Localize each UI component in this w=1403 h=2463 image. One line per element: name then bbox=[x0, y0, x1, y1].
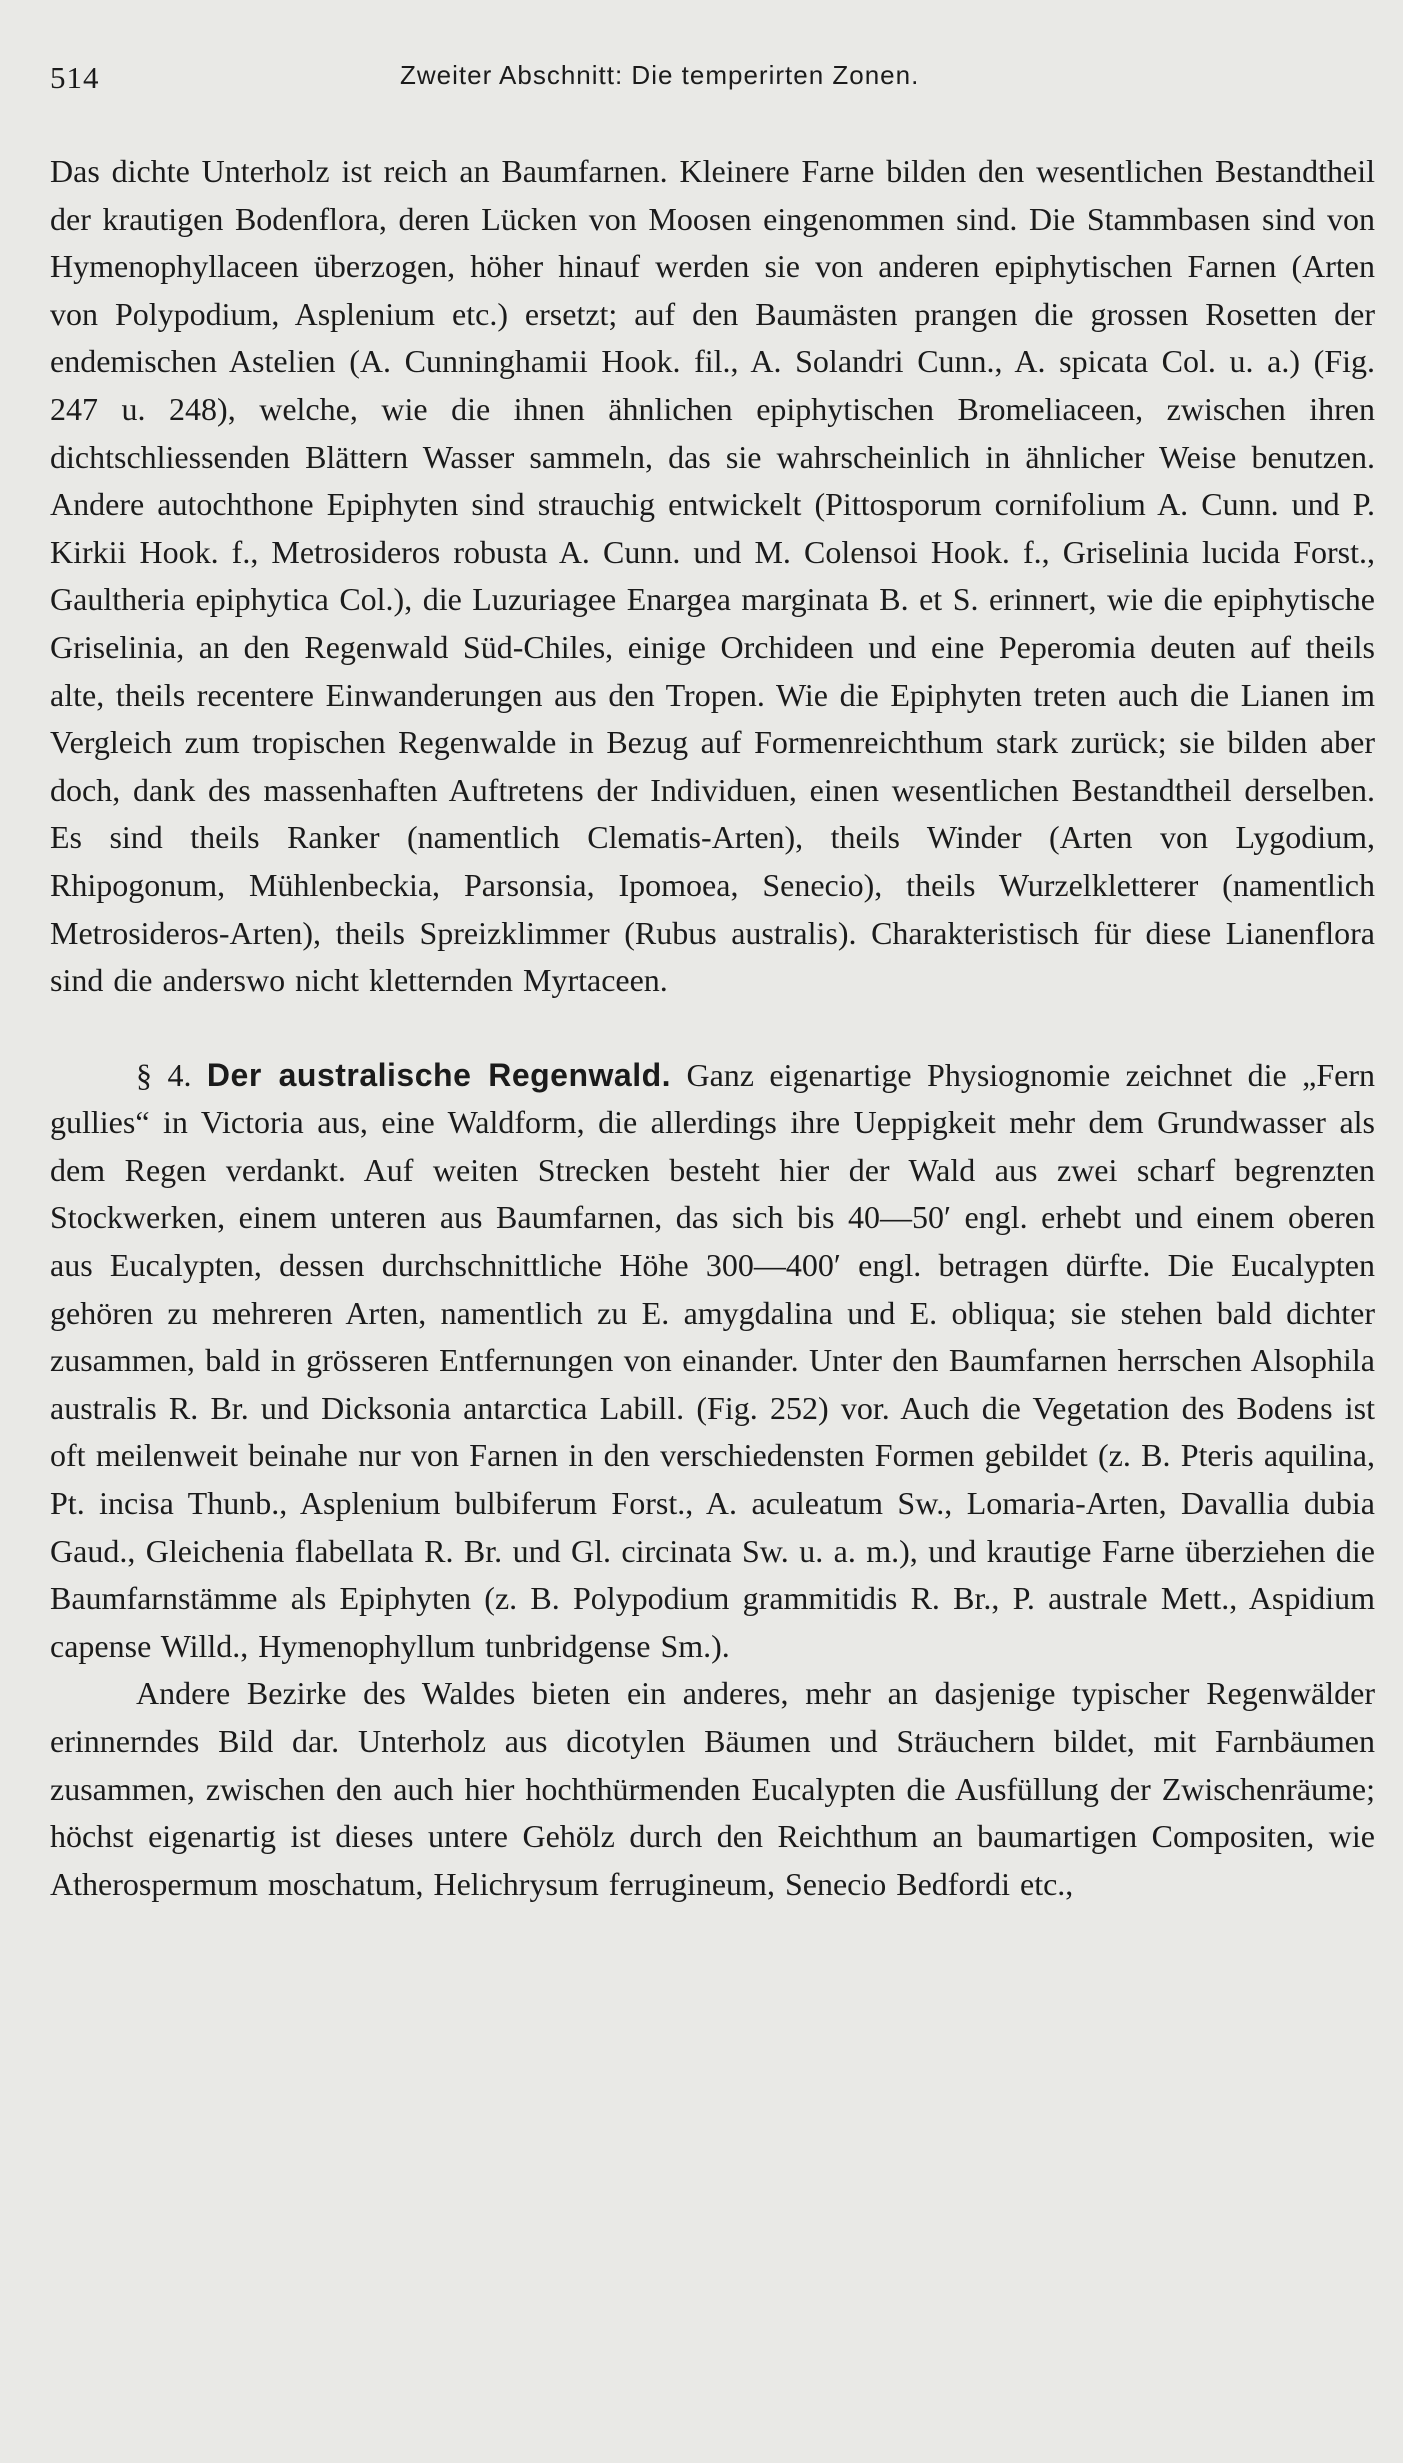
paragraph-unterholz: Das dichte Unterholz ist reich an Baumfarnen. Kleinere Farne bilden den wesentlichen Bestandtheil der krautigen Bodenflora, deren Lücken von Moosen eingenommen sind. Die Stammbasen sind von Hymenophyllaceen überzogen, höher hinauf werden sie von anderen epiphytischen Farnen (Arten von Polypodium, Asplenium etc.) ersetzt; auf den Baumästen prangen die grossen Rosetten der endemischen Astelien (A. Cunninghamii Hook. fil., A. Solandri Cunn., A. spicata Col. u. a.) (Fig. 247 u. 248), welche, wie die ihnen ähnlichen epiphytischen Bromeliaceen, zwischen ihren dichtschliessenden Blättern Wasser sammeln, das sie wahrscheinlich in ähnlicher Weise benutzen. Andere autochthone Epiphyten sind strauchig entwickelt (Pittosporum cornifolium A. Cunn. und P. Kirkii Hook. f., Metrosideros robusta A. Cunn. und M. Colensoi Hook. f., Griselinia lucida Forst., Gaultheria epiphytica Col.), die Luzuriagee Enargea marginata B. et S. erinnert, wie die epiphytische Griselinia, an den Regenwald Süd-Chiles, einige Orchideen und eine Peperomia deuten auf theils alte, theils recentere Einwanderungen aus den Tropen. Wie die Epiphyten treten auch die Lianen im Vergleich zum tropischen Regenwalde in Bezug auf Formenreichthum stark zurück; sie bilden aber doch, dank des massenhaften Auftretens der Individuen, einen wesentlichen Bestandtheil derselben. Es sind theils Ranker (namentlich Clematis-Arten), theils Winder (Arten von Lygodium, Rhipogonum, Mühlenbeckia, Parsonsia, Ipomoea, Senecio), theils Wurzelkletterer (namentlich Metrosideros-Arten), theils Spreizklimmer (Rubus australis). Charakteristisch für diese Lianenflora sind die anderswo nicht kletternden Myrtaceen. bbox=[50, 153, 1375, 999]
section-number: § 4. bbox=[136, 1056, 192, 1093]
page-header bbox=[50, 52, 1375, 112]
page-number: 514 bbox=[50, 60, 100, 95]
section-heading: Der australische Regenwald. bbox=[206, 1056, 672, 1093]
paragraph-andere-bezirke: Andere Bezirke des Waldes bieten ein anderes, mehr an dasjenige typischer Regenwälder erinnerndes Bild dar. Unterholz aus dicotylen Bäumen und Sträuchern bildet, mit Farnbäumen zusammen, zwischen den auch hier hochthürmenden Eucalypten die Ausfüllung der Zwischenräume; höchst eigenartig ist dieses untere Gehölz durch den Reichthum an baumartigen Compositen, wie Atherospermum moschatum, Helichrysum ferrugineum, Senecio Bedfordi etc., bbox=[50, 1675, 1375, 1902]
body-text bbox=[50, 148, 1375, 1908]
running-title: Zweiter Abschnitt: Die temperirten Zonen. bbox=[400, 60, 920, 90]
section-4-text: Ganz eigenartige Physiognomie zeichnet die „Fern gullies“ in Victoria aus, eine Waldform, die allerdings ihre Ueppigkeit mehr dem Grundwasser als dem Regen verdankt. Auf weiten Strecken besteht hier der Wald aus zwei scharf begrenzten Stockwerken, einem unteren aus Baumfarnen, das sich bis 40—50′ engl. erhebt und einem oberen aus Eucalypten, dessen durchschnittliche Höhe 300—400′ engl. betragen dürfte. Die Eucalypten gehören zu mehreren Arten, namentlich zu E. amygdalina und E. obliqua; sie stehen bald dichter zusammen, bald in grösseren Entfernungen von einander. Unter den Baumfarnen herrschen Alsophila australis R. Br. und Dicksonia antarctica Labill. (Fig. 252) vor. Auch die Vegetation des Bodens ist oft meilenweit beinahe nur von Farnen in den verschiedensten Formen gebildet (z. B. Pteris aquilina, Pt. incisa Thunb., Asplenium bulbiferum Forst., A. aculeatum Sw., Lomaria-Arten, Davallia dubia Gaud., Gleichenia flabellata R. Br. und Gl. circinata Sw. u. a. m.), und krautige Farne überziehen die Baumfarnstämme als Epiphyten (z. B. Polypodium grammitidis R. Br., P. australe Mett., Aspidium capense Willd., Hymenophyllum tunbridgense Sm.). bbox=[50, 1056, 1376, 1664]
paragraph-section-4 bbox=[50, 1052, 1375, 1671]
